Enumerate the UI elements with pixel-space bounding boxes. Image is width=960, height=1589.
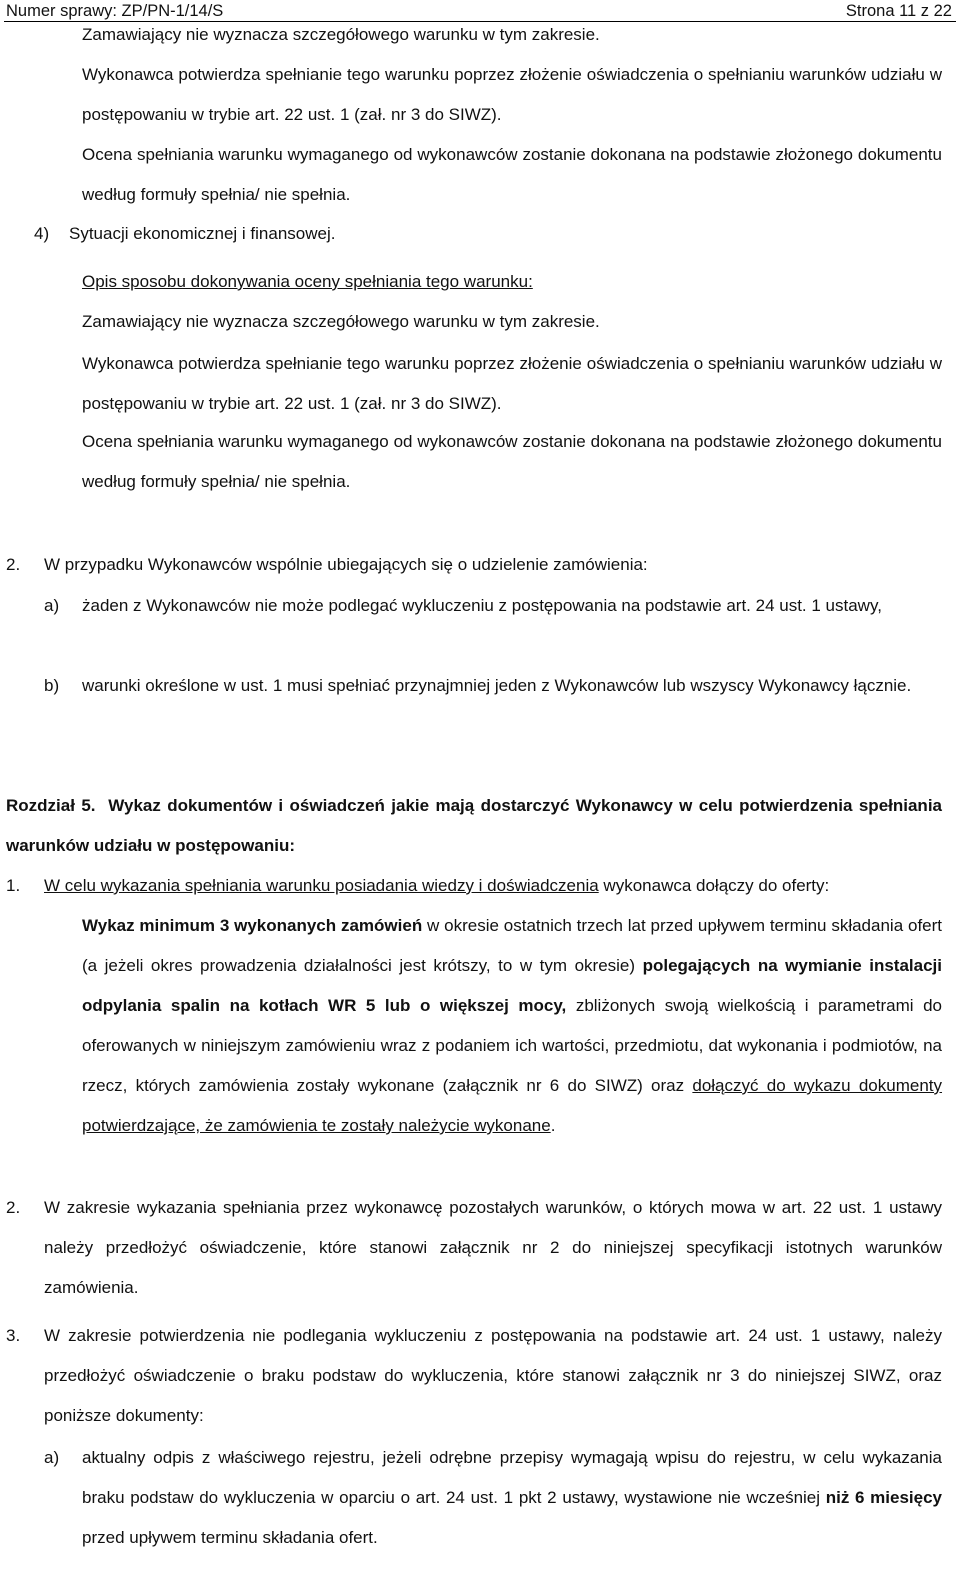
- case-number: Numer sprawy: ZP/PN-1/14/S: [6, 2, 224, 20]
- list-marker: a): [44, 1448, 60, 1467]
- paragraph: Zamawiający nie wyznacza szczegółowego warunku w tym zakresie.: [82, 25, 600, 44]
- list-marker: a): [44, 596, 60, 615]
- list-marker: 1.: [6, 876, 21, 895]
- chapter-title: Wykaz dokumentów i oświadczeń jakie mają dostarczyć Wykonawcy w celu potwierdzenia spełniania warunków udziału w postępowaniu:: [6, 796, 942, 855]
- paragraph: Ocena spełniania warunku wymaganego od wykonawców zostanie dokonana na podstawie złożonego dokumentu według formuły spełnia/ nie spełnia.: [82, 432, 942, 491]
- list-marker: 2.: [6, 1198, 21, 1217]
- list-marker: 3.: [6, 1326, 21, 1345]
- paragraph-heading: Opis sposobu dokonywania oceny spełniania tego warunku:: [82, 272, 533, 291]
- list-item-title: Sytuacji ekonomicznej i finansowej.: [69, 224, 336, 243]
- paragraph: Zamawiający nie wyznacza szczegółowego warunku w tym zakresie.: [82, 312, 600, 331]
- page-number: Strona 11 z 22: [845, 2, 952, 20]
- chapter-heading: [6, 786, 942, 866]
- list-marker: 4): [34, 224, 50, 243]
- list-item-intro: W celu wykazania spełniania warunku posiadania wiedzy i doświadczenia wykonawca dołączy do oferty:: [44, 876, 830, 895]
- paragraph: Wykonawca potwierdza spełnianie tego warunku poprzez złożenie oświadczenia o spełnianiu warunków udziału w postępowaniu w trybie art. 22 ust. 1 (zał. nr 3 do SIWZ).: [82, 354, 942, 413]
- underlined-text: dołączyć do wykazu dokumenty potwierdzające, że zamówienia te zostały należycie wykonane: [82, 1076, 943, 1135]
- paragraph: W przypadku Wykonawców wspólnie ubiegających się o udzielenie zamówienia:: [44, 555, 648, 574]
- list-marker: 2.: [6, 555, 21, 574]
- list-item: żaden z Wykonawców nie może podlegać wykluczeniu z postępowania na podstawie art. 24 ust. 1 ustawy,: [82, 596, 882, 615]
- list-item: aktualny odpis z właściwego rejestru, jeżeli odrębne przepisy wymagają wpisu do rejestru, w celu wykazania braku podstaw do wykluczenia w oparciu o art. 24 ust. 1 pkt 2 ustawy, wystawione nie wcześniej niż 6 miesięcy przed upływem terminu składania ofert.: [82, 1448, 943, 1547]
- bold-text: niż 6 miesięcy: [825, 1488, 943, 1507]
- list-item: warunki określone w ust. 1 musi spełniać przynajmniej jeden z Wykonawców lub wszyscy Wykonawcy łącznie.: [82, 676, 912, 695]
- list-marker: b): [44, 676, 60, 695]
- paragraph: Wykonawca potwierdza spełnianie tego warunku poprzez złożenie oświadczenia o spełnianiu warunków udziału w postępowaniu w trybie art. 22 ust. 1 (zał. nr 3 do SIWZ).: [82, 65, 942, 124]
- bold-text: polegających na wymianie instalacji odpylania spalin na kotłach WR 5 lub o większej mocy,: [82, 956, 943, 1015]
- underlined-text: W celu wykazania spełniania warunku posiadania wiedzy i doświadczenia: [44, 876, 599, 895]
- paragraph: W zakresie potwierdzenia nie podlegania wykluczeniu z postępowania na podstawie art. 24 ust. 1 ustawy, należy przedłożyć oświadczenie o braku podstaw do wykluczenia, które stanowi załącznik nr 3 do niniejszej SIWZ, oraz poniższe dokumenty:: [44, 1326, 942, 1425]
- paragraph: Ocena spełniania warunku wymaganego od wykonawców zostanie dokonana na podstawie złożonego dokumentu według formuły spełnia/ nie spełnia.: [82, 145, 942, 204]
- paragraph: W zakresie wykazania spełniania przez wykonawcę pozostałych warunków, o których mowa w art. 22 ust. 1 ustawy należy przedłożyć oświadczenie, które stanowi załącznik nr 2 do niniejszej specyfikacji istotnych warunków zamówienia.: [44, 1198, 942, 1297]
- bold-text: Wykaz minimum 3 wykonanych zamówień: [82, 916, 423, 935]
- paragraph: Wykaz minimum 3 wykonanych zamówień w okresie ostatnich trzech lat przed upływem terminu składania ofert (a jeżeli okres prowadzenia działalności jest krótszy, to w tym okresie) polegających na wymianie instalacji odpylania spalin na kotłach WR 5 lub o większej mocy, zbliżonych swoją wielkością i parametrami do oferowanych w niniejszym zamówieniu wraz z podaniem ich wartości, przedmiotu, dat wykonania i podmiotów, na rzecz, których zamówienia zostały wykonane (załącznik nr 6 do SIWZ) oraz dołączyć do wykazu dokumenty potwierdzające, że zamówienia te zostały należycie wykonane.: [82, 916, 943, 1135]
- chapter-label: Rozdział 5.: [6, 796, 96, 815]
